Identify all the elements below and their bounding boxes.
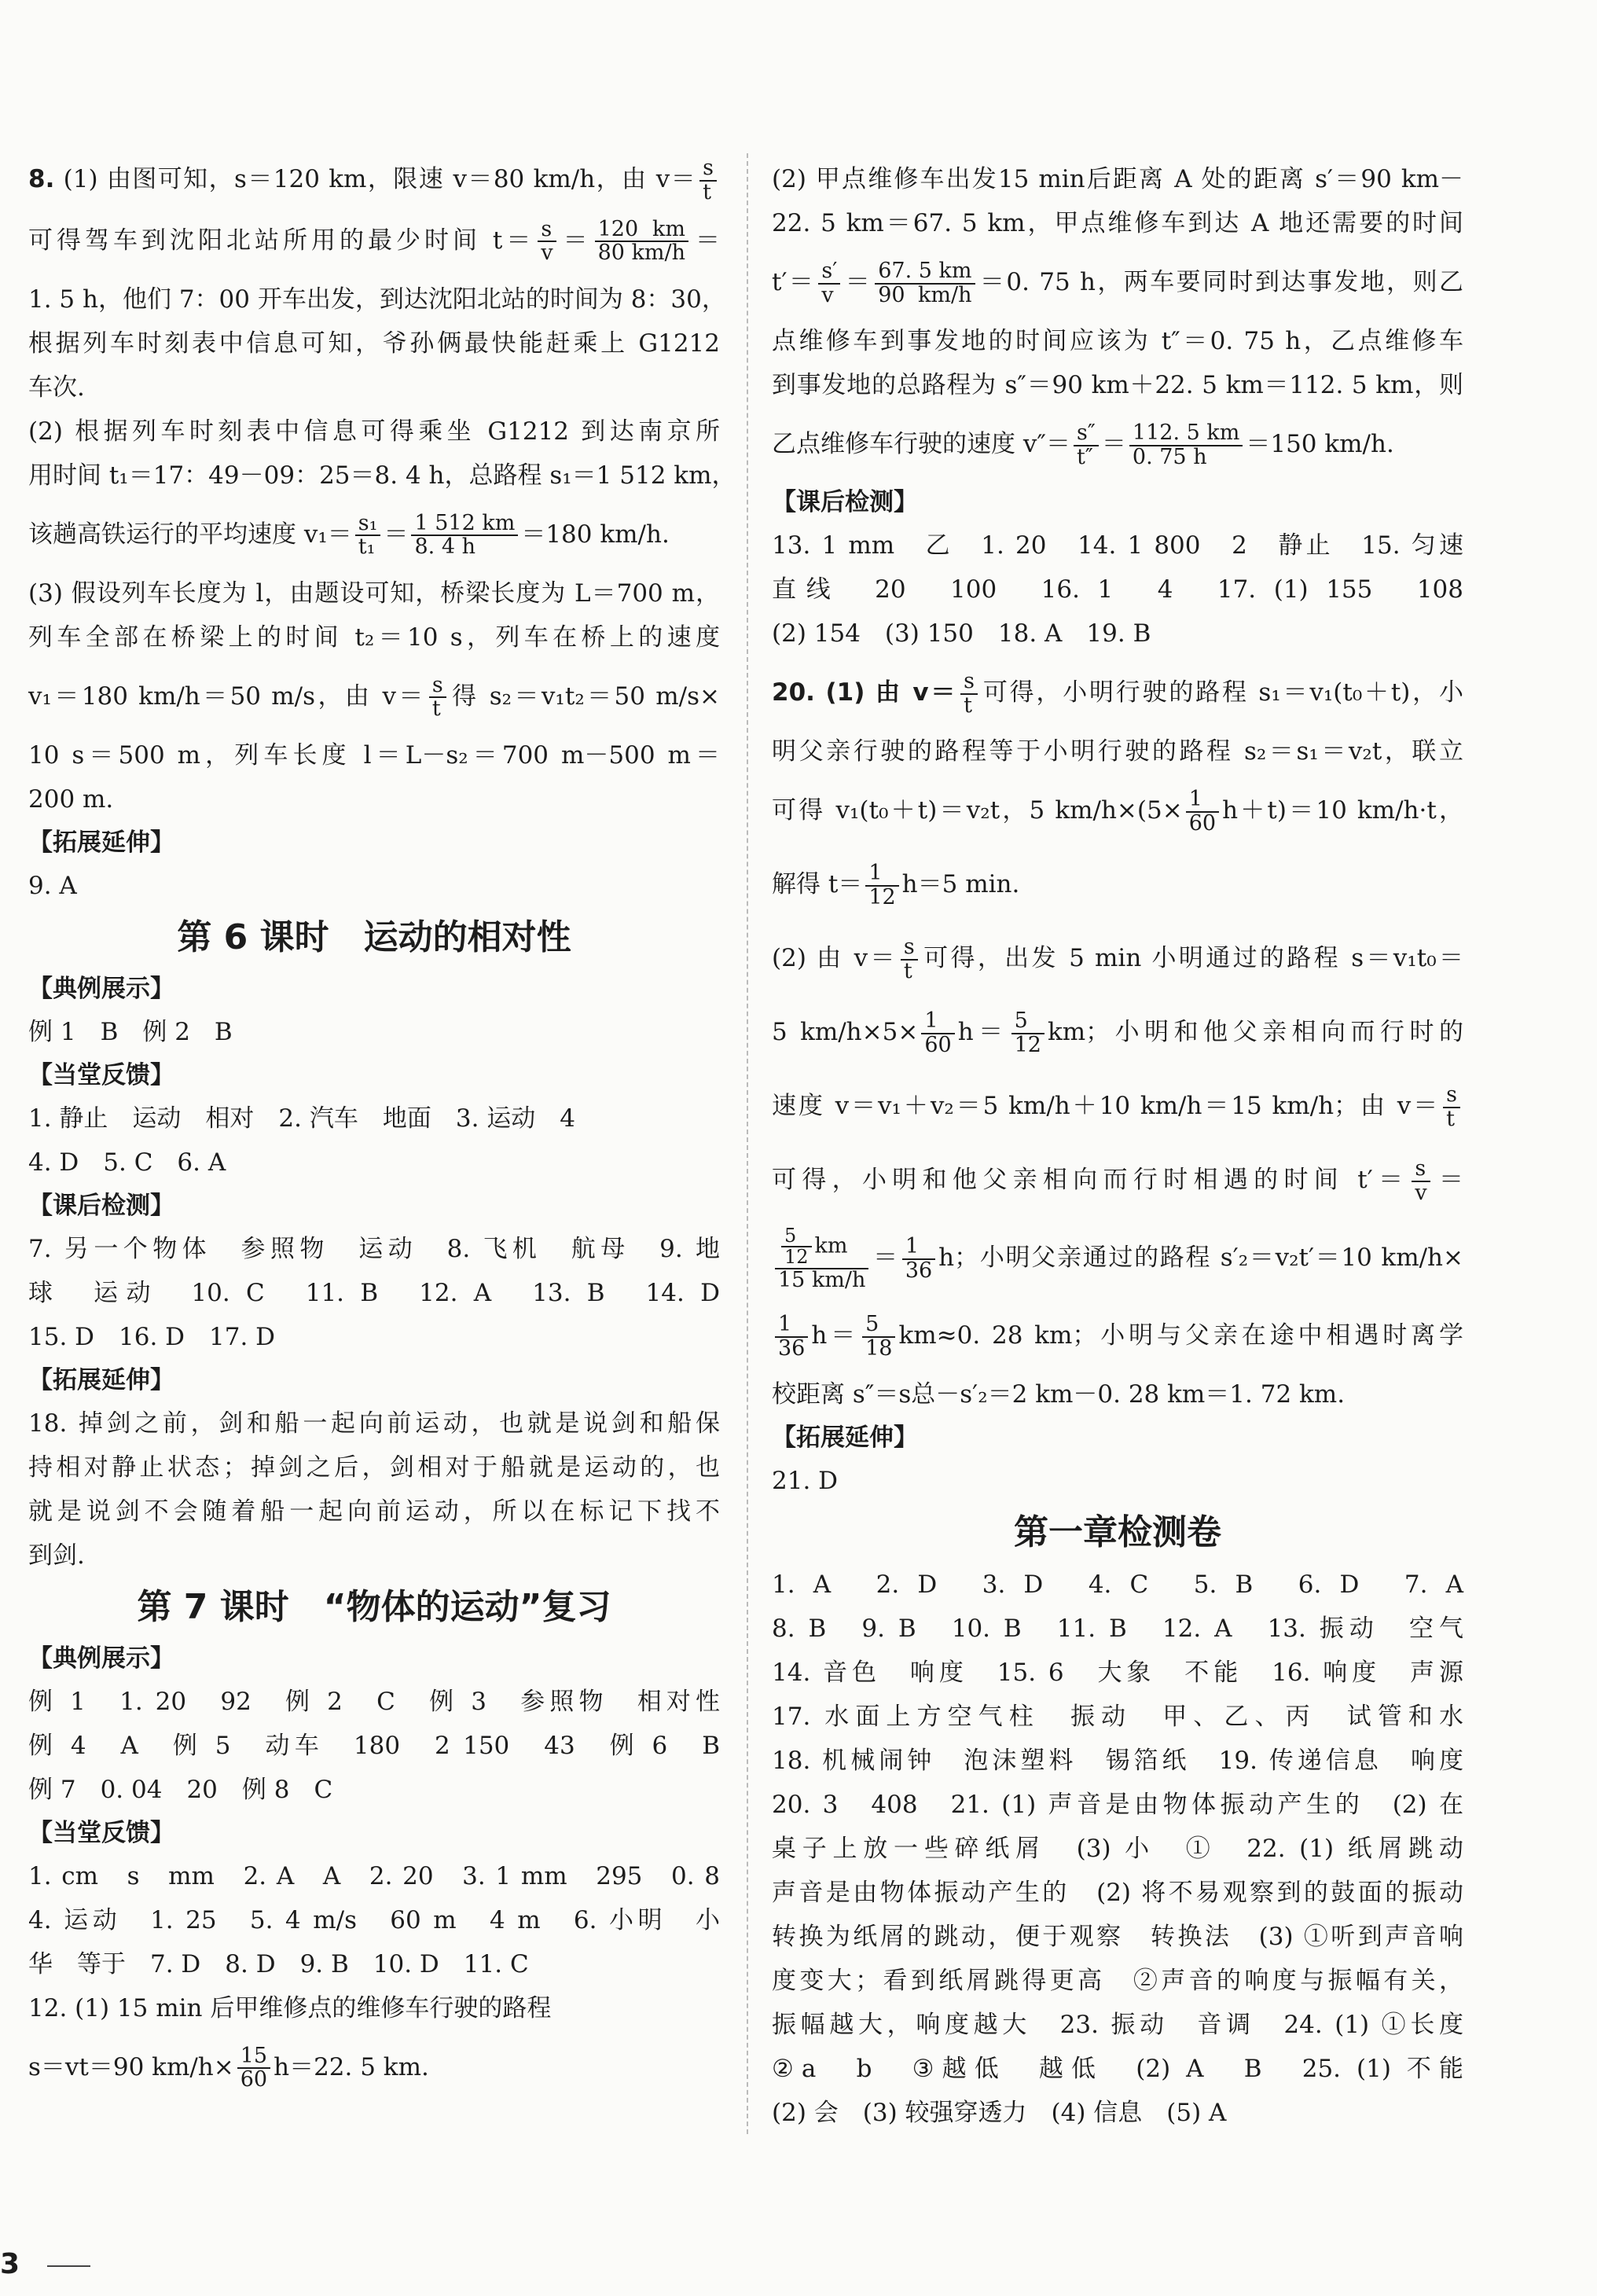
answer-line: 22. 5 km＝67. 5 km，甲点维修车到达 A 地还需要的时间 <box>772 209 1463 237</box>
answer-line: 度变大；看到纸屑跳得更高 ②声音的响度与振幅有关， <box>772 1967 1463 1995</box>
answer-line: 18. 机械闹钟 泡沫塑料 锡箔纸 19. 传递信息 响度 <box>772 1747 1463 1775</box>
answer-line: 4. D 5. C 6. A <box>28 1148 226 1177</box>
answer-line: s＝vt＝90 km/h× $\frac{15}{60}$ h＝22. 5 km. <box>28 2044 429 2092</box>
answer-line: $\frac{5}{12}$ km 15 km/h ＝ $\frac{1}{36}$ h；小明父亲通过的路程 s′₂＝v₂t′＝10 km/h× <box>772 1217 1463 1299</box>
answer-line: 球 运动 10. C 11. B 12. A 13. B 14. D <box>28 1278 720 1307</box>
section-header: 【当堂反馈】 <box>28 1060 174 1089</box>
q8-line2: 可得驾车到沈阳北站所用的最少时间 t＝ $\frac{s}{v}$ ＝ $\frac{120 km}{80 km/h}$ ＝ <box>28 217 721 266</box>
fraction-675-over-90: $\frac{67. 5 km}{90 km/h}$ <box>875 260 975 307</box>
fraction-5-over-12-b: $\frac{5}{12}$ <box>781 1226 812 1267</box>
section-header: 【典例展示】 <box>28 974 174 1003</box>
fraction-120-over-80: $\frac{120 km}{80 km/h}$ <box>595 219 688 265</box>
answer-line: 14. 音色 响度 15. 6 大象 不能 16. 响度 声源 <box>772 1659 1463 1687</box>
answer-line: 明父亲行驶的路程等于小明行驶的路程 s₂＝s₁＝v₂t，联立 <box>772 737 1463 766</box>
lesson7-title: 第 7 课时 “物体的运动”复习 <box>137 1586 611 1627</box>
q8-line10: 列车全部在桥梁上的时间 t₂＝10 s，列车在桥上的速度 <box>28 623 720 652</box>
answer-line: 1. A 2. D 3. D 4. C 5. B 6. D 7. A <box>772 1570 1463 1599</box>
fraction-5-over-12: $\frac{5}{12}$ <box>1011 1010 1044 1056</box>
fraction-1-over-60-b: $\frac{1}{60}$ <box>921 1010 954 1056</box>
column-divider <box>747 153 748 2134</box>
q8-line8: 该趟高铁运行的平均速度 v₁＝ $\frac{\text{s₁}}{\text{t₁}}$ ＝ $\frac{1 512 km}{8. 4 h}$ ＝180 km/h. <box>28 511 670 560</box>
answer-line: 校距离 s″＝s总－s′₂＝2 km－0. 28 km＝1. 72 km. <box>772 1380 1346 1409</box>
answer-line: 5 km/h×5× $\frac{1}{60}$ h＝ $\frac{5}{12}$ km；小明和他父亲相向而行时的 <box>772 1008 1463 1057</box>
lesson6-title: 第 6 课时 运动的相对性 <box>177 917 571 957</box>
q8-line13: 200 m. <box>28 784 114 814</box>
section-header: 【拓展延伸】 <box>28 828 174 857</box>
chapter-test-title: 第一章检测卷 <box>1014 1512 1221 1552</box>
q8-line4: 根据列车时刻表中信息可知，爷孙俩最快能赶乘上 G1212 <box>28 329 720 358</box>
answer-line: 13. 1 mm 乙 1. 20 14. 1 800 2 静止 15. 匀速 <box>772 531 1463 560</box>
answer-line: 20. 3 408 21. (1) 声音是由物体振动产生的 (2) 在 <box>772 1791 1463 1819</box>
fraction-1-over-36-b: $\frac{1}{36}$ <box>775 1313 808 1360</box>
answer-line: 点维修车到事发地的时间应该为 t″＝0. 75 h，乙点维修车 <box>772 327 1463 355</box>
answer-line: 到剑. <box>28 1541 85 1570</box>
answer-line: 转换为纸屑的跳动，便于观察 转换法 (3) ①听到声音响 <box>772 1923 1463 1951</box>
answer-line: 例 1 B 例 2 B <box>28 1017 233 1046</box>
answer-line: 例 1 1. 20 92 例 2 C 例 3 参照物 相对性 <box>28 1687 720 1716</box>
fraction-1125-over-075: $\frac{112. 5 km}{0. 75 h}$ <box>1129 422 1243 468</box>
answer-line: 就是说剑不会随着船一起向前运动，所以在标记下找不 <box>28 1497 720 1526</box>
compound-fraction: $\frac{5}{12}$ km 15 km/h <box>775 1226 868 1291</box>
q8-line6: (2) 根据列车时刻表中信息可得乘坐 G1212 到达南京所 <box>28 417 720 446</box>
fraction-s-over-v: $\frac{s}{v}$ <box>1412 1158 1430 1204</box>
fraction-1-over-12: $\frac{1}{12}$ <box>865 862 898 909</box>
answer-line: 21. D <box>772 1467 839 1495</box>
answer-line: 20. (1) 由 v＝ $\frac{s}{t}$ 可得，小明行驶的路程 s₁＝v₁(t₀＋t)，小 <box>772 669 1463 718</box>
fraction-s-over-t-b: $\frac{s}{t}$ <box>901 936 918 983</box>
fraction-5-over-18: $\frac{5}{18}$ <box>862 1313 895 1360</box>
answer-line: 1. 静止 运动 相对 2. 汽车 地面 3. 运动 4 <box>28 1104 576 1133</box>
q8-line12: 10 s＝500 m，列车长度 l＝L－s₂＝700 m－500 m＝ <box>28 740 720 770</box>
fraction-s1-over-t1: $\frac{\text{s₁}}{\text{t₁}}$ <box>355 512 381 559</box>
q8-line9: (3) 假设列车长度为 l，由题设可知，桥梁长度为 L＝700 m， <box>28 579 720 608</box>
answer-line: 1. cm s mm 2. A A 2. 20 3. 1 mm 295 0. 8 <box>28 1861 720 1890</box>
answer-line: t′＝ $\frac{s'}{v}$ ＝ $\frac{67. 5 km}{90 km/h}$ ＝0. 75 h，两车要同时到达事发地，则乙 <box>772 259 1464 307</box>
answer-line: 18. 掉剑之前，剑和船一起向前运动，也就是说剑和船保 <box>28 1409 720 1438</box>
section-header: 【典例展示】 <box>28 1644 174 1673</box>
answer-line: 持相对静止状态；掉剑之后，剑相对于船就是运动的，也 <box>28 1453 720 1482</box>
fraction-15-over-60: $\frac{15}{60}$ <box>237 2045 270 2092</box>
answer-line: 4. 运动 1. 25 5. 4 m/s 60 m 4 m 6. 小明 小 <box>28 1905 720 1934</box>
q8-line3: 1. 5 h，他们 7：00 开车出发，到达沈阳北站的时间为 8：30， <box>28 285 726 314</box>
answer-line: 到事发地的总路程为 s″＝90 km＋22. 5 km＝112. 5 km，则 <box>772 371 1463 399</box>
answer-line: 可得，小明和他父亲相向而行时相遇的时间 t′＝ $\frac{s}{v}$ ＝ <box>772 1156 1463 1205</box>
answer-line: 15. D 16. D 17. D <box>28 1322 276 1351</box>
answer-line: (2) 会 (3) 较强穿透力 (4) 信息 (5) A <box>772 2099 1227 2127</box>
answer-line: 解得 t＝ $\frac{1}{12}$ h＝5 min. <box>772 861 1020 909</box>
answer-line: 声音是由物体振动产生的 (2) 将不易观察到的鼓面的振动 <box>772 1879 1463 1907</box>
q8-line11: v₁＝180 km/h＝50 m/s，由 v＝ $\frac{s}{t}$ 得 s₂＝v₁t₂＝50 m/s× <box>28 673 720 722</box>
fraction-1512-over-84: $\frac{1 512 km}{8. 4 h}$ <box>411 512 518 559</box>
answer-line: (2) 154 (3) 150 18. A 19. B <box>772 619 1151 648</box>
page-number-dash <box>47 2265 90 2267</box>
answer-line: 速度 v＝v₁＋v₂＝5 km/h＋10 km/h＝15 km/h；由 v＝ $\frac{s}{t}$ <box>772 1069 1463 1143</box>
section-header: 【课后检测】 <box>772 488 918 516</box>
answer-line: 8. B 9. B 10. B 11. B 12. A 13. 振动 空气 <box>772 1615 1463 1643</box>
q8-line5: 车次. <box>28 373 85 402</box>
q8-line7: 用时间 t₁＝17：49－09：25＝8. 4 h，总路程 s₁＝1 512 km， <box>28 461 736 490</box>
fraction-s-over-t-2: $\frac{s}{t}$ <box>429 674 446 721</box>
left-column <box>28 156 736 2104</box>
fraction-s-over-t: $\frac{s}{t}$ <box>960 670 978 717</box>
fraction-s-over-t-c: $\frac{s}{t}$ <box>1443 1084 1460 1130</box>
section-header: 【拓展延伸】 <box>772 1424 918 1452</box>
fraction-s2prime-over-t2prime: $\frac{s''}{t''}$ <box>1074 422 1099 468</box>
fraction-sprime-over-v: $\frac{s'}{v}$ <box>818 260 840 307</box>
answer-line: (2) 甲点维修车出发15 min后距离 A 处的距离 s′＝90 km－ <box>772 165 1463 193</box>
answer-line: 例 4 A 例 5 动车 180 2 150 43 例 6 B <box>28 1731 720 1760</box>
section-header: 【拓展延伸】 <box>28 1365 174 1394</box>
section-header: 【当堂反馈】 <box>28 1818 174 1847</box>
answer-line: 华 等于 7. D 8. D 9. B 10. D 11. C <box>28 1949 529 1978</box>
fraction-1-over-60: $\frac{1}{60}$ <box>1186 788 1219 835</box>
answer-line: 7. 另一个物体 参照物 运动 8. 飞机 航母 9. 地 <box>28 1234 720 1263</box>
answer-line: 例 7 0. 04 20 例 8 C <box>28 1775 333 1804</box>
fraction-s-over-v: $\frac{s}{v}$ <box>538 219 556 265</box>
q8-line1: 8. (1) 由图可知，s＝120 km，限速 v＝80 km/h，由 v＝ $\frac{s}{t}$ <box>28 157 720 204</box>
answer-line: ②a b ③越低 越低 (2) A B 25. (1) 不能 <box>772 2055 1463 2083</box>
page-number: 3 <box>0 2248 20 2280</box>
answer-line: 桌子上放一些碎纸屑 (3) 小 ① 22. (1) 纸屑跳动 <box>772 1835 1463 1863</box>
answer-line: 17. 水面上方空气柱 振动 甲、乙、丙 试管和水 <box>772 1703 1463 1731</box>
answer-line: 直线 20 100 16. 1 4 17. (1) 155 108 <box>772 575 1463 604</box>
answer-line: (2) 由 v＝ $\frac{s}{t}$ 可得，出发 5 min 小明通过的路程 s＝v₁t₀＝ <box>772 935 1463 983</box>
fraction-s-over-t: $\frac{s}{t}$ <box>699 157 717 204</box>
section-header: 【课后检测】 <box>28 1191 174 1220</box>
answer-line: 可得 v₁(t₀＋t)＝v₂t，5 km/h×(5× $\frac{1}{60}$ h＋t)＝10 km/h·t， <box>772 787 1464 836</box>
answer-line: 乙点维修车行驶的速度 v″＝ $\frac{s''}{t''}$ ＝ $\frac{112. 5 km}{0. 75 h}$ ＝150 km/h. <box>772 421 1394 469</box>
answer-line: $\frac{1}{36}$ h＝ $\frac{5}{18}$ km≈0. 28 km；小明与父亲在途中相遇时离学 <box>772 1299 1463 1372</box>
answer-line: 12. (1) 15 min 后甲维修点的维修车行驶的路程 <box>28 1993 552 2022</box>
right-column <box>772 157 1463 2135</box>
answer-line: 9. A <box>28 871 77 900</box>
answer-line: 振幅越大，响度越大 23. 振动 音调 24. (1) ①长度 <box>772 2011 1463 2039</box>
fraction-1-over-36: $\frac{1}{36}$ <box>902 1236 935 1282</box>
